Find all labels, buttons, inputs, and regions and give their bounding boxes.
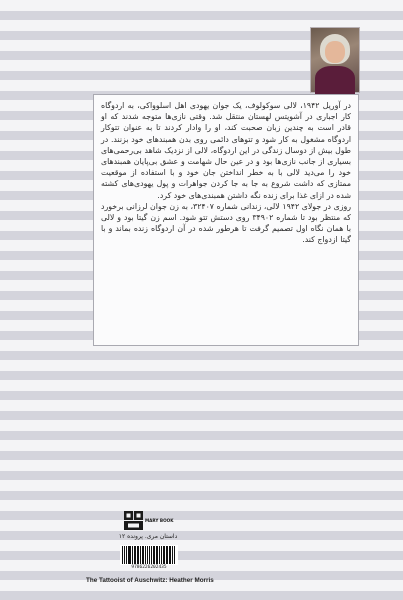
blurb-paragraph-2: روزی در جولای ۱۹۴۲ لالی، زندانی شماره ۳۲۴۰۷، به زن جوان لرزانی برخورد که منتظر بود تا شماره ۳۴۹۰۲ روی دستش تتو شود. اسم زن گیتا بود و لالی با همان نگاه اول تصمیم گرفت تا هرطور شده در آن اردوگاه زنده بماند و با گیتا ازدواج کند. xyxy=(101,201,352,245)
barcode-stripe xyxy=(156,546,157,564)
barcode-stripe xyxy=(166,546,167,564)
barcode-stripe xyxy=(159,546,160,564)
barcode-stripe xyxy=(157,546,158,564)
barcode-stripe xyxy=(163,546,164,564)
barcode-stripe xyxy=(140,546,141,564)
barcode-stripe xyxy=(174,546,175,564)
barcode-stripe xyxy=(132,546,133,564)
barcode-number: 9786226202435 xyxy=(131,565,167,570)
author-shirt xyxy=(315,66,355,96)
barcode-stripe xyxy=(138,546,139,564)
barcode-stripe xyxy=(126,546,127,564)
barcode-stripe xyxy=(145,546,146,564)
barcode-stripe xyxy=(149,546,150,564)
barcode-stripe xyxy=(142,546,144,564)
barcode-stripe xyxy=(169,546,171,564)
barcode-stripe xyxy=(129,546,131,564)
author-photo xyxy=(310,27,360,93)
barcode-stripe xyxy=(137,546,138,564)
barcode-stripe xyxy=(161,546,162,564)
blurb-paragraph-1: در آوریل ۱۹۴۲، لالی سوکولوف، یک جوان یهودی اهل اسلوواکی، به اردوگاه کار اجباری در آشویتس لهستان منتقل شد. وقتی نازی‌ها متوجه شدند که او قادر است به چندین زبان صحبت کند، او را وادار کردند تا به عنوان تتوکار اردوگاه مشغول به کار شود و تتوهای دائمی روی بدن همبندهای خود بزنند. در طول بیش از دوسال زندگی در این اردوگاه، لالی از نزدیک شاهد بی‌رحمی‌های بسیاری از جانب نازی‌ها بود و در عین حال شهامت و عشق بی‌پایان همبندهای خود را می‌دید لالی با به خطر انداختن جان خود و با استفاده از موقعیت ممتازی که داشت شروع به جا به جا کردن جواهرات و پول یهودی‌های کشته شده در ازای غذا برای زنده نگه داشتن همبندی‌های خود کرد. xyxy=(101,101,352,200)
barcode-stripe xyxy=(147,546,148,564)
barcode-stripe xyxy=(151,546,152,564)
author-face xyxy=(325,41,345,63)
barcode-stripe xyxy=(153,546,155,564)
barcode-stripe xyxy=(122,546,123,564)
publisher-logo-text: MARY BOOK xyxy=(145,518,174,523)
blurb-box xyxy=(93,94,359,346)
barcode-stripe xyxy=(128,546,129,564)
publisher-logo xyxy=(124,510,174,532)
barcode-stripe xyxy=(167,546,168,564)
barcode-stripe xyxy=(172,546,173,564)
series-label: داستان مری. پرونده ۱۲ xyxy=(118,533,178,540)
barcode-stripe xyxy=(124,546,125,564)
book-title: The Tattooist of Auschwitz: Heather Morris xyxy=(86,577,214,584)
barcode-stripe xyxy=(134,546,135,564)
barcode xyxy=(120,545,178,565)
